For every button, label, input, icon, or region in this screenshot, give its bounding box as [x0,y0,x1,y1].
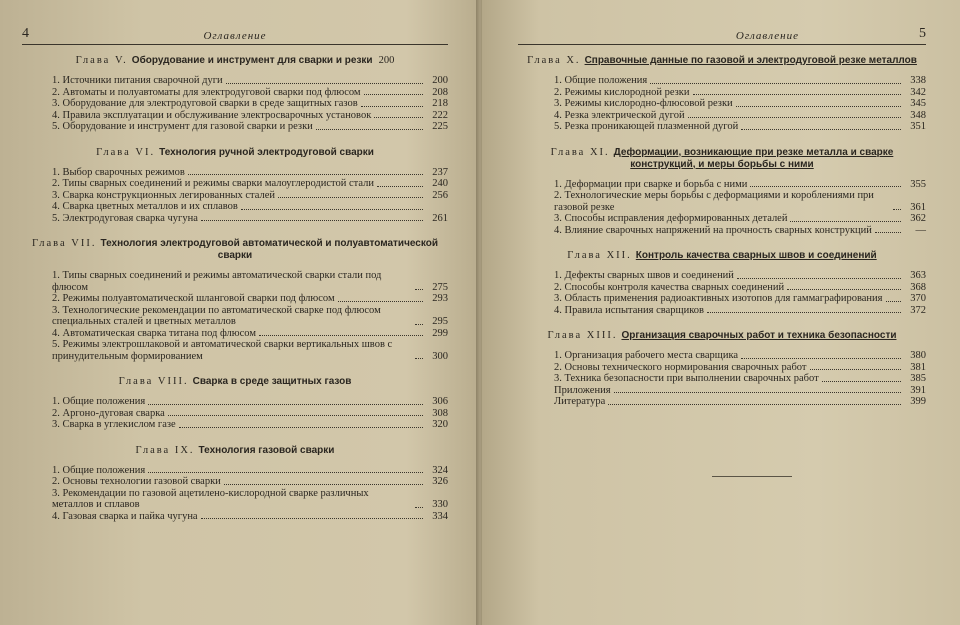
chapter-label: Глава VII. [31,238,97,249]
entry-title: 4. Правила эксплуатации и обслуживание электросварочных установок [52,109,372,121]
entry-page-number: 351 [910,121,926,132]
toc-entry [22,201,448,213]
toc-entry [22,75,448,87]
entry-title: 3. Рекомендации по газовой ацетилено-кислородной сварке различных металлов и сплавов [52,487,369,510]
dot-leader [750,186,901,187]
dot-leader [415,289,423,290]
dot-leader [693,94,902,95]
chapter-title [518,250,926,262]
entry-title: 4. Газовая сварка и пайка чугуна [52,510,198,522]
entry-title: 5. Электродуговая сварка чугуна [52,212,198,224]
dot-leader [364,94,423,95]
chapter-name: Деформации, возникающие при резке металла и сварке конструкций, и меры борьбы с ними [613,146,894,170]
entry-title: 3. Оборудование для электродуговой сварки в среде защитных газов [52,98,358,109]
toc-entry [22,190,448,202]
entry-page-number: 237 [432,166,448,178]
chapter-page: 200 [378,55,395,66]
dot-leader [650,83,901,84]
toc-entry [518,213,926,225]
entry-page-number: 363 [910,270,926,281]
entry-page-number: 293 [432,293,448,304]
entry-title: 5. Резка проникающей плазменной дугой [554,121,739,132]
dot-leader [415,324,423,325]
dot-leader [893,209,901,210]
toc-entry [22,110,448,122]
chapter-label: Глава X. [527,55,581,66]
entry-page-number: 208 [432,86,448,98]
entry-title: 1. Общие положения [52,396,146,407]
toc-entry [22,488,448,511]
chapter-label: Глава XI. [550,146,610,158]
toc-entry [22,408,448,420]
entry-title: Приложения [554,384,611,396]
entry-title: 5. Режимы электрошлаковой и автоматической сварки вертикальных швов с принудительным формированием [52,339,393,362]
chapter-label: Глава XIII. [547,330,618,341]
chapter-name: Справочные данные по газовой и электродуговой резке металлов [584,55,917,66]
dot-leader [241,209,423,210]
entry-page-number: 275 [432,281,448,293]
entry-title: 3. Способы исправления деформированных деталей [554,213,788,224]
dot-leader [608,404,901,405]
entry-title: 2. Режимы полуавтоматической шланговой сварки под флюсом [52,293,335,304]
running-head: Оглавление [203,30,267,42]
end-rule [712,476,792,477]
dot-leader [188,174,423,175]
chapter-name: Оборудование и инструмент для сварки и резки [131,55,373,66]
entry-title: 1. Выбор сварочных режимов [52,166,185,178]
toc-entry [22,178,448,190]
toc-entry [518,98,926,110]
chapter-title [22,55,448,67]
chapter-label: Глава XII. [567,250,632,261]
dot-leader [741,129,901,130]
toc-entry [22,419,448,431]
entry-page-number: 362 [910,213,926,224]
entry-title: 1. Общие положения [52,464,146,476]
dot-leader [741,358,901,359]
toc-chapter [518,147,926,237]
entry-title: 4. Влияние сварочных напряжений на прочность сварных конструкций [554,224,872,236]
toc-entry [518,121,926,133]
entry-title: 3. Сварка в углекислом газе [52,419,176,430]
entry-page-number: 399 [910,396,926,407]
entry-page-number: 324 [432,464,448,476]
dot-leader [787,289,901,290]
toc-entry [22,98,448,110]
entry-page-number: 345 [910,98,926,109]
dot-leader [259,335,423,336]
entry-title: 4. Правила испытания сварщиков [554,304,704,316]
chapter-name: Контроль качества сварных швов и соединений [635,250,877,261]
toc-chapter [22,238,448,362]
running-head: Оглавление [735,30,799,42]
entry-title: 1. Типы сварных соединений и режимы автоматической сварки стали под флюсом [52,270,382,293]
entry-title: 4. Резка электрической дугой [554,109,685,121]
toc-entry [22,396,448,408]
entry-title: 3. Режимы кислородно-флюсовой резки [554,98,733,109]
entry-title: 2. Основы технологии газовой сварки [52,476,221,487]
entry-page-number: 200 [432,75,448,86]
toc-entry [22,328,448,340]
dot-leader [614,392,901,393]
left-page [0,0,478,625]
entry-title: 1. Деформации при сварке и борьба с ними [554,178,748,190]
entry-page-number: 342 [910,86,926,98]
toc-entry [518,293,926,305]
toc-right [518,55,926,408]
entry-page-number: 261 [432,212,448,224]
chapter-name: Организация сварочных работ и техника безопасности [621,330,897,341]
dot-leader [737,278,901,279]
entry-page-number: 300 [432,350,448,362]
entry-page-number: 370 [910,293,926,304]
dot-leader [415,358,423,359]
dot-leader [338,301,423,302]
chapter-name: Сварка в среде защитных газов [192,376,352,387]
toc-entry [518,373,926,385]
entry-page-number: 391 [910,384,926,396]
dot-leader [822,381,901,382]
dot-leader [377,186,423,187]
toc-entry [518,270,926,282]
toc-entry [22,270,448,293]
entry-page-number: 368 [910,281,926,293]
dot-leader [148,472,423,473]
dot-leader [707,312,901,313]
toc-entry [518,362,926,374]
entry-page-number: 348 [910,109,926,121]
entry-title: 4. Автоматическая сварка титана под флюсом [52,327,256,339]
entry-title: 5. Оборудование и инструмент для газовой сварки и резки [52,121,313,132]
toc-entry [518,225,926,237]
dot-leader [278,197,423,198]
entry-page-number: 380 [910,350,926,361]
dot-leader [810,369,902,370]
entry-page-number: 320 [432,419,448,430]
page-number: 4 [22,26,29,41]
dot-leader [179,427,423,428]
entry-page-number: 372 [910,304,926,316]
entry-page-number: 355 [910,178,926,190]
toc-entry [22,305,448,328]
toc-entry [518,110,926,122]
toc-chapter [22,376,448,431]
entry-page-number: 361 [910,201,926,213]
chapter-name: Технология ручной электродуговой сварки [159,146,374,158]
entry-page-number: 338 [910,75,926,86]
toc-chapter [22,445,448,523]
right-page-header [518,16,926,45]
entry-page-number: — [915,224,926,236]
dot-leader [688,117,901,118]
dot-leader [886,301,902,302]
entry-page-number: 295 [432,316,448,327]
dot-leader [875,232,901,233]
chapter-label: Глава IX. [135,444,195,456]
entry-page-number: 385 [910,373,926,384]
dot-leader [201,220,423,221]
entry-title: 3. Область применения радиоактивных изотопов для гаммаграфирования [554,293,883,304]
toc-chapter [22,147,448,225]
toc-entry [22,121,448,133]
chapter-name: Технология электродуговой автоматической и полуавтоматической сварки [100,238,438,261]
dot-leader [415,507,423,508]
entry-title: 1. Дефекты сварных швов и соединений [554,270,734,281]
left-page-header [22,16,448,45]
toc-entry [22,339,448,362]
dot-leader [361,106,423,107]
toc-entry [22,213,448,225]
toc-entry [518,350,926,362]
toc-entry [22,465,448,477]
entry-page-number: 306 [432,396,448,407]
entry-page-number: 326 [432,476,448,487]
chapter-title [518,147,926,171]
toc-entry [518,75,926,87]
dot-leader [790,221,901,222]
entry-page-number: 240 [432,178,448,189]
entry-title: 2. Режимы кислородной резки [554,86,690,98]
toc-entry [518,282,926,294]
chapter-label: Глава VIII. [118,376,189,387]
toc-entry [518,87,926,99]
dot-leader [736,106,901,107]
chapter-title [22,376,448,388]
toc-entry [518,190,926,213]
chapter-title [22,238,448,262]
toc-chapter [22,55,448,133]
toc-entry [22,87,448,99]
entry-title: 1. Источники питания сварочной дуги [52,75,223,86]
entry-page-number: 222 [432,109,448,121]
chapter-title [22,147,448,159]
dot-leader [148,404,423,405]
entry-page-number: 334 [432,510,448,522]
toc-chapter [518,250,926,316]
dot-leader [226,83,423,84]
dot-leader [224,484,423,485]
page-number: 5 [919,26,926,41]
toc-entry [518,396,926,408]
entry-page-number: 256 [432,189,448,201]
right-page [482,0,960,625]
chapter-name: Технология газовой сварки [198,444,335,456]
entry-page-number: 299 [432,327,448,339]
toc-left [22,55,448,522]
entry-title: 2. Аргоно-дуговая сварка [52,407,165,419]
toc-chapter [518,330,926,408]
toc-entry [518,385,926,397]
entry-title: 2. Автоматы и полуавтоматы для электродуговой сварки под флюсом [52,86,361,98]
dot-leader [374,117,423,118]
entry-title: 3. Сварка конструкционных легированных сталей [52,189,276,201]
entry-title: Литература [554,396,606,407]
entry-page-number: 308 [432,407,448,419]
chapter-title [518,330,926,342]
entry-page-number: 330 [432,499,448,510]
toc-entry [22,511,448,523]
entry-title: 1. Общие положения [554,75,648,86]
entry-title: 4. Сварка цветных металлов и их сплавов [52,201,238,212]
toc-entry [22,476,448,488]
toc-entry [22,167,448,179]
entry-title: 2. Типы сварных соединений и режимы сварки малоуглеродистой стали [52,178,374,189]
entry-page-number: 218 [432,98,448,109]
chapter-title [22,445,448,457]
dot-leader [168,415,423,416]
dot-leader [201,518,423,519]
toc-entry [518,305,926,317]
entry-title: 3. Техника безопасности при выполнении сварочных работ [554,373,819,384]
entry-title: 2. Основы технического нормирования сварочных работ [554,361,807,373]
entry-title: 1. Организация рабочего места сварщика [554,350,739,361]
chapter-label: Глава V. [75,55,128,66]
entry-page-number: 381 [910,361,926,373]
entry-title: 2. Способы контроля качества сварных соединений [554,281,785,293]
chapter-title [518,55,926,67]
entry-title: 2. Технологические меры борьбы с деформациями и короблениями при газовой резке [554,190,874,213]
toc-chapter [518,55,926,133]
toc-entry [518,179,926,191]
entry-title: 3. Технологические рекомендации по автоматической сварке под флюсом специальных сталей и цветных металлов [52,304,381,327]
entry-page-number: 225 [432,121,448,132]
dot-leader [316,129,423,130]
toc-entry [22,293,448,305]
chapter-label: Глава VI. [96,146,156,158]
